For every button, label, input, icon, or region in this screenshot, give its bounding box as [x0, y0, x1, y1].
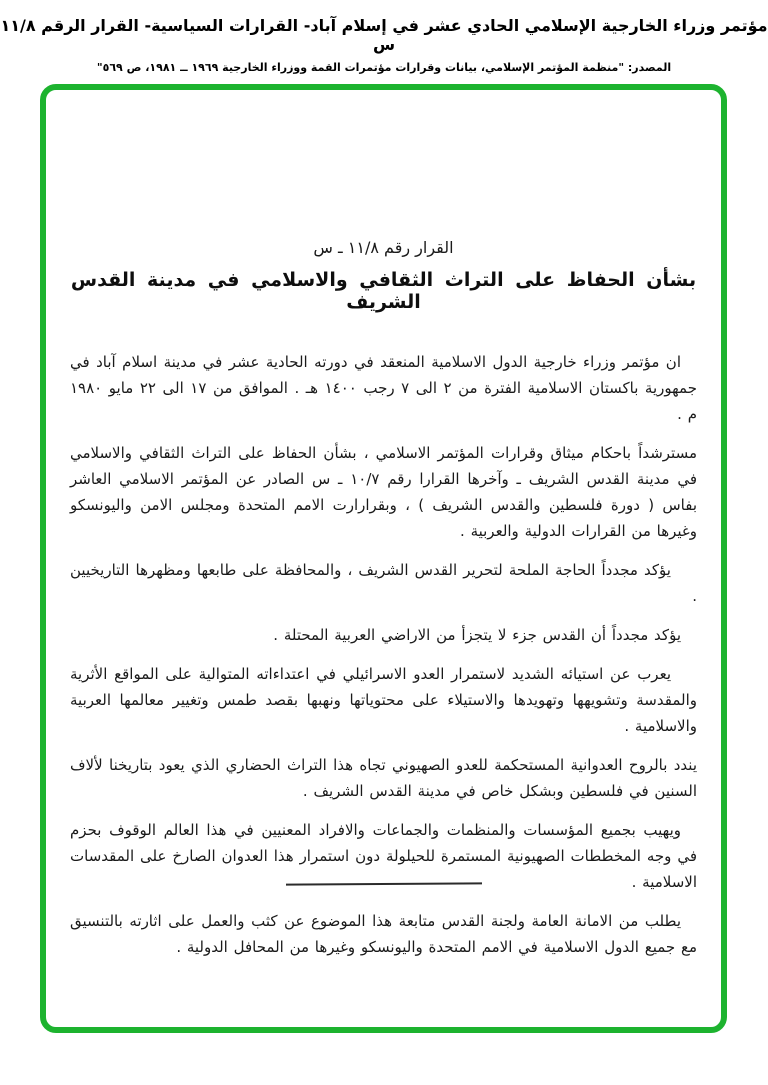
resolution-number: القرار رقم ١١/٨ ـ س	[313, 238, 454, 257]
resolution-heading: بشأن الحفاظ على التراث الثقافي والاسلامي في مدينة القدس الشريف	[70, 269, 697, 313]
resolution-paragraph: يطلب من الامانة العامة ولجنة القدس متابعة هذا الموضوع عن كثب والعمل على اثارته بالتنسيق مع جميع الدول الاسلامية في الامم المتحدة واليونسكو وغيرها من المحافل الدولية .	[70, 912, 697, 956]
resolution-paragraph: يعرب عن استيائه الشديد لاستمرار العدو الاسرائيلي في اعتداءاته المتوالية على المواقع الأثرية والمقدسة وتشويهها وتهويدها والاستيلاء على محتوياتها ونهبها بقصد طمس وتغيير معالمها العربية والاسلامية .	[70, 665, 697, 735]
resolution-paragraph: يندد بالروح العدوانية المستحكمة للعدو الصهيوني تجاه هذا التراث الحضاري الذي يعود بتاريخنا لألاف السنين في فلسطين وبشكل خاص في مدينة القدس الشريف .	[70, 756, 697, 800]
header-source-title: مؤتمر وزراء الخارجية الإسلامي الحادي عشر في إسلام آباد- القرارات السياسية- القرار الرقم ١١/٨ س	[0, 16, 768, 54]
resolution-paragraph: ويهيب بجميع المؤسسات والمنظمات والجماعات والافراد المعنيين في هذا العالم الوقوف بحزم في وجه المخططات الصهيونية المستمرة للحيلولة دون استمرار هذا العدوان الصارخ على المقدسات الاسلامية .	[70, 821, 697, 891]
document-header	[0, 0, 768, 74]
resolution-paragraph: يؤكد مجدداً أن القدس جزء لا يتجزأ من الاراضي العربية المحتلة .	[273, 626, 681, 644]
resolution-paragraph: ان مؤتمر وزراء خارجية الدول الاسلامية المنعقد في دورته الحادية عشر في مدينة اسلام آباد في جمهورية باكستان الاسلامية الفترة من ٢ الى ٧ رجب ١٤٠٠ هـ . الموافق من ١٧ الى ٢٢ مايو ١٩٨٠ م .	[70, 353, 697, 423]
resolution-paragraph: مسترشداً باحكام ميثاق وقرارات المؤتمر الاسلامي ، بشأن الحفاظ على التراث الثقافي والاسلامي في مدينة القدس الشريف ـ وآخرها القرارا رقم ١٠/٧ ـ س الصادر عن المؤتمر الاسلامي العاشر بفاس ( دورة فلسطين والقدس الشريف ) ، وبقرارارت الامم المتحدة ومجلس الامن واليونسكو وغيرها من القرارات الدولية والعربية .	[70, 444, 697, 540]
resolution-paragraph: يؤكد مجدداً الحاجة الملحة لتحرير القدس الشريف ، والمحافظة على طابعها ومظهرها التاريخيين .	[70, 561, 697, 605]
header-source-citation: المصدر: "منظمة المؤتمر الإسلامي، بيانات وقرارات مؤتمرات القمة ووزراء الخارجية ١٩٦٩ ــ ١٩٨١، ص ٥٦٩"	[96, 61, 672, 74]
document-frame	[40, 84, 727, 1033]
